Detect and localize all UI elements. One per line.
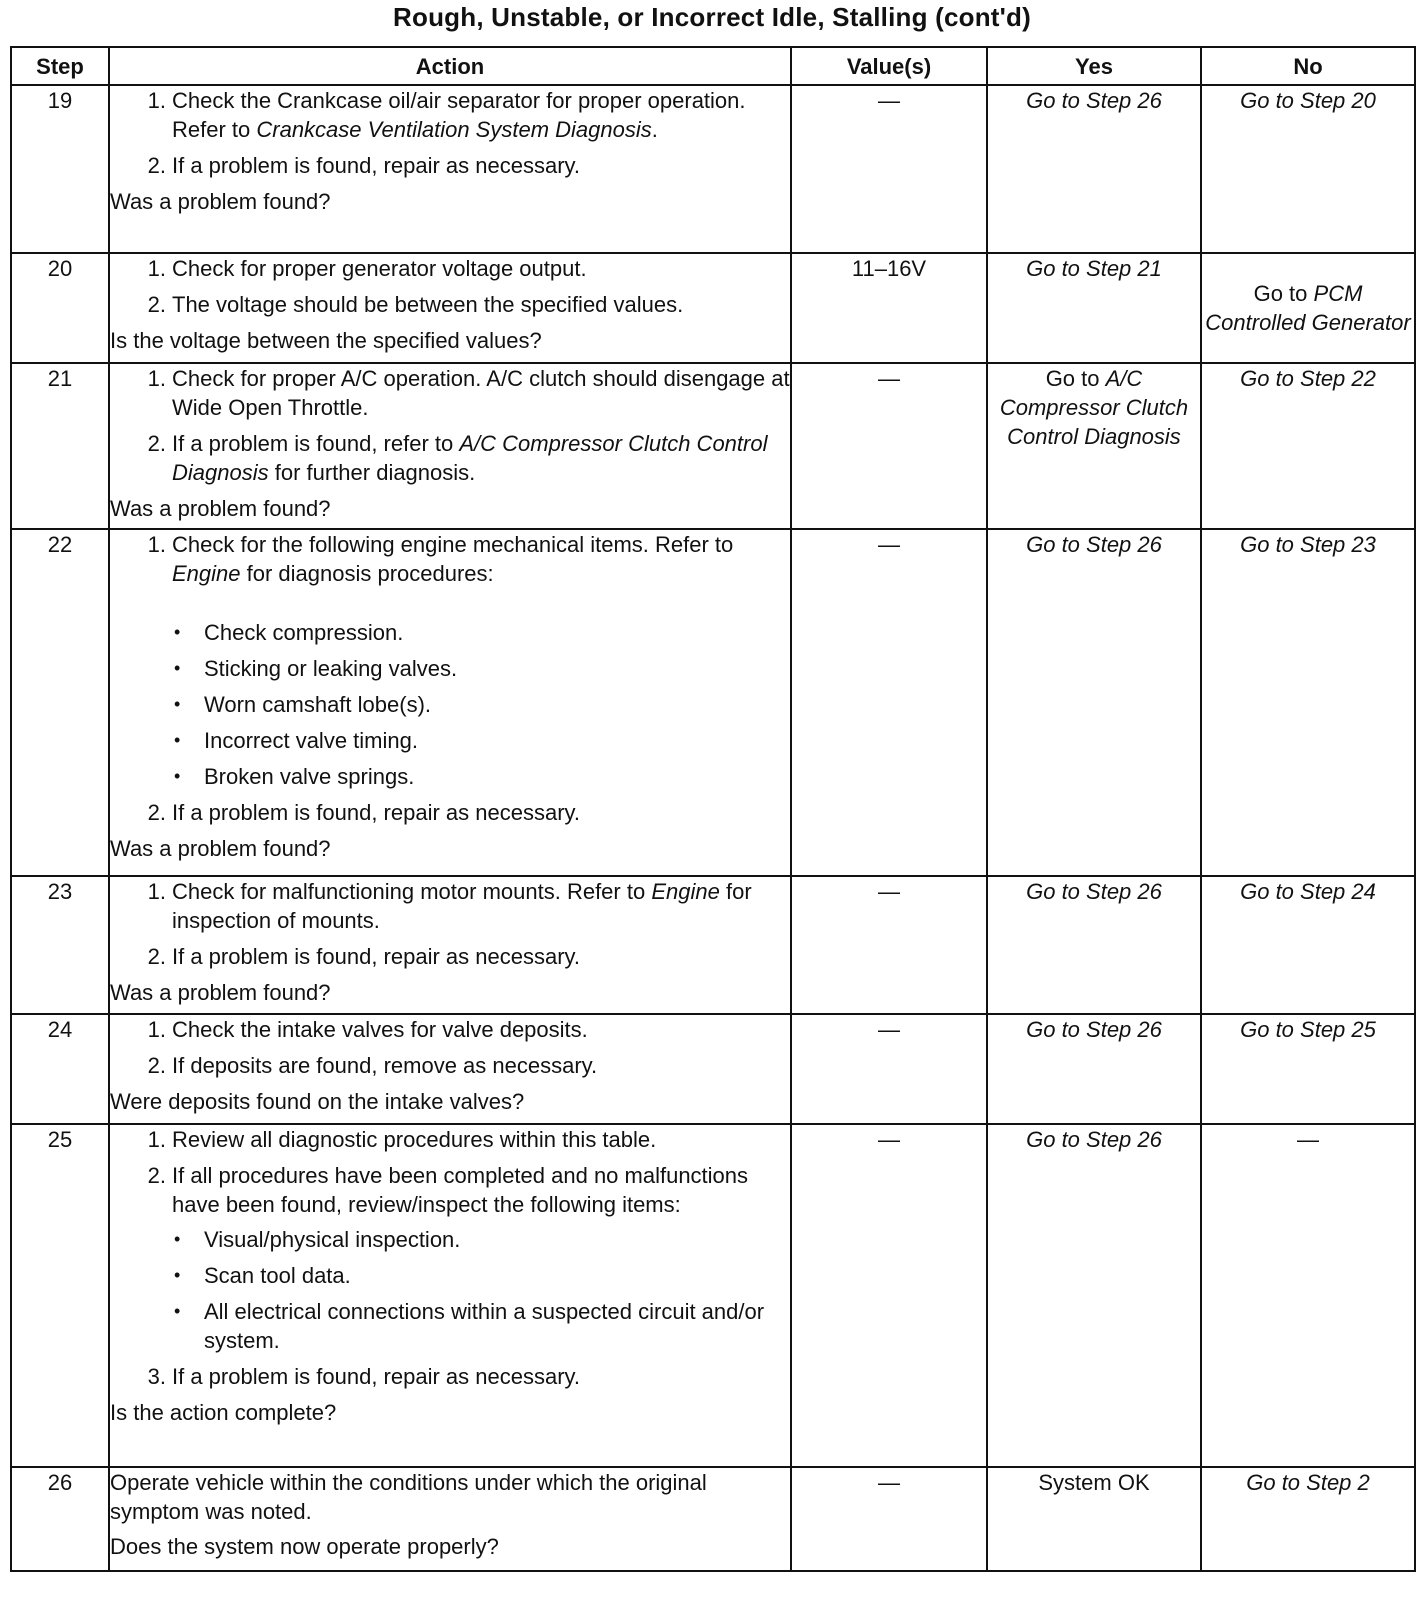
step-number: 22 <box>11 529 109 876</box>
value-cell: — <box>791 876 987 1014</box>
list-item: • Check compression. <box>172 618 790 647</box>
yes-target-reference: A/C Compressor Clutch Control Diagnosis <box>999 366 1189 449</box>
list-item: • All electrical connections within a suspected circuit and/or system. <box>172 1297 790 1355</box>
procedure-item <box>110 1362 790 1391</box>
action-cell <box>109 1124 791 1467</box>
item-number: 1. <box>147 532 166 557</box>
table-row <box>11 1467 1415 1571</box>
question-text: Was a problem found? <box>110 836 331 861</box>
item-text: If deposits are found, remove as necessary. <box>172 1053 598 1078</box>
step-number: 24 <box>11 1014 109 1124</box>
step-number: 23 <box>11 876 109 1014</box>
step-number: 19 <box>11 85 109 253</box>
table-row <box>11 253 1415 363</box>
item-number: 1. <box>147 1017 166 1042</box>
no-target: — <box>1297 1127 1319 1152</box>
procedure-list <box>110 1125 790 1391</box>
procedure-item <box>110 942 790 971</box>
reference-link-text: Crankcase Ventilation System Diagnosis <box>256 117 652 142</box>
list-item: • Incorrect valve timing. <box>172 726 790 755</box>
table-row <box>11 529 1415 876</box>
item-text: Review all diagnostic procedures within this table. <box>172 1127 657 1152</box>
page-title: Rough, Unstable, or Incorrect Idle, Stalling (cont'd) <box>393 2 1031 32</box>
item-text: If a problem is found, repair as necessary. <box>172 153 581 178</box>
list-item: • Visual/physical inspection. <box>172 1225 790 1254</box>
item-number: 1. <box>147 1127 166 1152</box>
action-cell <box>109 363 791 529</box>
procedure-item <box>110 877 790 935</box>
item-text: The voltage should be between the specified values. <box>172 292 684 317</box>
item-text: for diagnosis procedures: <box>240 561 494 586</box>
yes-cell <box>987 1014 1201 1124</box>
list-item: • Worn camshaft lobe(s). <box>172 690 790 719</box>
no-target: Go to Step 25 <box>1240 1017 1376 1042</box>
procedure-item <box>110 429 790 487</box>
list-item: • Sticking or leaking valves. <box>172 654 790 683</box>
procedure-item <box>110 1015 790 1044</box>
question-text: Was a problem found? <box>110 496 331 521</box>
header-no: No <box>1201 47 1415 85</box>
procedure-item <box>110 151 790 180</box>
procedure-item <box>110 364 790 422</box>
question-text: Is the action complete? <box>110 1400 337 1425</box>
procedure-item <box>110 254 790 283</box>
item-number: 2. <box>147 944 166 969</box>
yes-cell <box>987 1467 1201 1571</box>
value-cell: — <box>791 363 987 529</box>
action-cell <box>109 876 791 1014</box>
item-text: Check for proper A/C operation. A/C clutch should disengage at Wide Open Throttle. <box>172 366 790 420</box>
header-action: Action <box>109 47 791 85</box>
item-text: If a problem is found, repair as necessary. <box>172 1364 581 1389</box>
yes-cell <box>987 85 1201 253</box>
no-cell <box>1201 876 1415 1014</box>
yes-target: Go to Step 26 <box>1026 1127 1162 1152</box>
action-text: Operate vehicle within the conditions under which the original symptom was noted. <box>110 1470 707 1524</box>
table-row <box>11 1124 1415 1467</box>
header-values: Value(s) <box>791 47 987 85</box>
item-text: If a problem is found, repair as necessary. <box>172 944 581 969</box>
procedure-item <box>110 1161 790 1355</box>
action-cell <box>109 85 791 253</box>
action-cell <box>109 1467 791 1571</box>
check-list <box>172 618 790 791</box>
list-item: • Broken valve springs. <box>172 762 790 791</box>
table-row <box>11 363 1415 529</box>
value-cell: — <box>791 1014 987 1124</box>
yes-cell <box>987 363 1201 529</box>
no-target-reference: PCM Controlled Generator <box>1205 281 1411 335</box>
item-text: . <box>651 117 658 142</box>
yes-cell <box>987 1124 1201 1467</box>
value-cell: — <box>791 85 987 253</box>
step-number: 20 <box>11 253 109 363</box>
item-number: 2. <box>147 1163 166 1188</box>
question-text: Does the system now operate properly? <box>110 1534 499 1559</box>
no-cell <box>1201 1124 1415 1467</box>
item-text: If a problem is found, repair as necessary. <box>172 800 581 825</box>
no-target: Go to Step 20 <box>1240 88 1376 113</box>
no-target-prefix: Go to <box>1253 281 1314 306</box>
value-cell: — <box>791 1467 987 1571</box>
step-number: 21 <box>11 363 109 529</box>
table-row <box>11 876 1415 1014</box>
no-target: Go to Step 2 <box>1246 1470 1370 1495</box>
diagnostic-table <box>10 46 1416 1572</box>
no-cell <box>1201 1467 1415 1571</box>
item-text: Check the intake valves for valve deposits. <box>172 1017 588 1042</box>
no-target: Go to Step 22 <box>1240 366 1376 391</box>
item-text: for further diagnosis. <box>268 460 476 485</box>
header-step: Step <box>11 47 109 85</box>
no-target: Go to Step 24 <box>1240 879 1376 904</box>
header-yes: Yes <box>987 47 1201 85</box>
table-row <box>11 1014 1415 1124</box>
action-cell <box>109 253 791 363</box>
question-text: Were deposits found on the intake valves? <box>110 1089 525 1114</box>
value-cell: — <box>791 1124 987 1467</box>
yes-target: Go to Step 26 <box>1026 879 1162 904</box>
table-row <box>11 85 1415 253</box>
item-number: 2. <box>147 800 166 825</box>
procedure-list <box>110 364 790 487</box>
yes-target: Go to Step 21 <box>1026 256 1162 281</box>
item-text: for inspection of mounts. <box>172 879 752 933</box>
procedure-item <box>110 1051 790 1080</box>
item-text: Check for the following engine mechanical items. Refer to <box>172 532 734 557</box>
procedure-item <box>110 1125 790 1154</box>
item-number: 3. <box>147 1364 166 1389</box>
question-text: Was a problem found? <box>110 980 331 1005</box>
procedure-list <box>110 1015 790 1080</box>
item-number: 1. <box>147 366 166 391</box>
value-cell: 11–16V <box>791 253 987 363</box>
table-header-row <box>11 47 1415 85</box>
no-cell <box>1201 253 1415 363</box>
item-number: 2. <box>147 431 166 456</box>
yes-cell <box>987 529 1201 876</box>
item-number: 2. <box>147 153 166 178</box>
procedure-list <box>110 877 790 971</box>
yes-cell <box>987 253 1201 363</box>
item-number: 2. <box>147 1053 166 1078</box>
value-cell: — <box>791 529 987 876</box>
item-text: Check for proper generator voltage output. <box>172 256 587 281</box>
no-cell <box>1201 529 1415 876</box>
inspect-list <box>172 1225 790 1355</box>
procedure-list <box>110 254 790 319</box>
procedure-list <box>110 86 790 180</box>
yes-cell <box>987 876 1201 1014</box>
step-number: 26 <box>11 1467 109 1571</box>
reference-link-text: Engine <box>172 561 241 586</box>
no-target: Go to Step 23 <box>1240 532 1376 557</box>
yes-target: Go to Step 26 <box>1026 532 1162 557</box>
item-text: If a problem is found, refer to <box>172 431 460 456</box>
yes-target: System OK <box>1038 1470 1150 1495</box>
item-text: Check the Crankcase oil/air separator for proper operation. Refer to <box>172 88 746 142</box>
procedure-item <box>110 798 790 827</box>
list-item: • Scan tool data. <box>172 1261 790 1290</box>
procedure-list <box>110 530 790 827</box>
procedure-item <box>110 86 790 144</box>
item-number: 1. <box>147 256 166 281</box>
item-number: 1. <box>147 879 166 904</box>
question-text: Was a problem found? <box>110 189 331 214</box>
procedure-item <box>110 290 790 319</box>
reference-link-text: Engine <box>651 879 720 904</box>
no-cell <box>1201 363 1415 529</box>
item-number: 1. <box>147 88 166 113</box>
yes-target-prefix: Go to <box>1045 366 1106 391</box>
no-cell <box>1201 85 1415 253</box>
item-text: Check for malfunctioning motor mounts. Refer to <box>172 879 646 904</box>
item-text: If all procedures have been completed and no malfunctions have been found, review/inspect the following items: <box>172 1163 749 1217</box>
question-text: Is the voltage between the specified values? <box>110 328 542 353</box>
yes-target: Go to Step 26 <box>1026 88 1162 113</box>
no-cell <box>1201 1014 1415 1124</box>
item-number: 2. <box>147 292 166 317</box>
procedure-item <box>110 530 790 791</box>
yes-target: Go to Step 26 <box>1026 1017 1162 1042</box>
reference-link-text: A/C Compressor Clutch Control Diagnosis <box>172 431 768 485</box>
action-cell <box>109 1014 791 1124</box>
action-cell <box>109 529 791 876</box>
step-number: 25 <box>11 1124 109 1467</box>
